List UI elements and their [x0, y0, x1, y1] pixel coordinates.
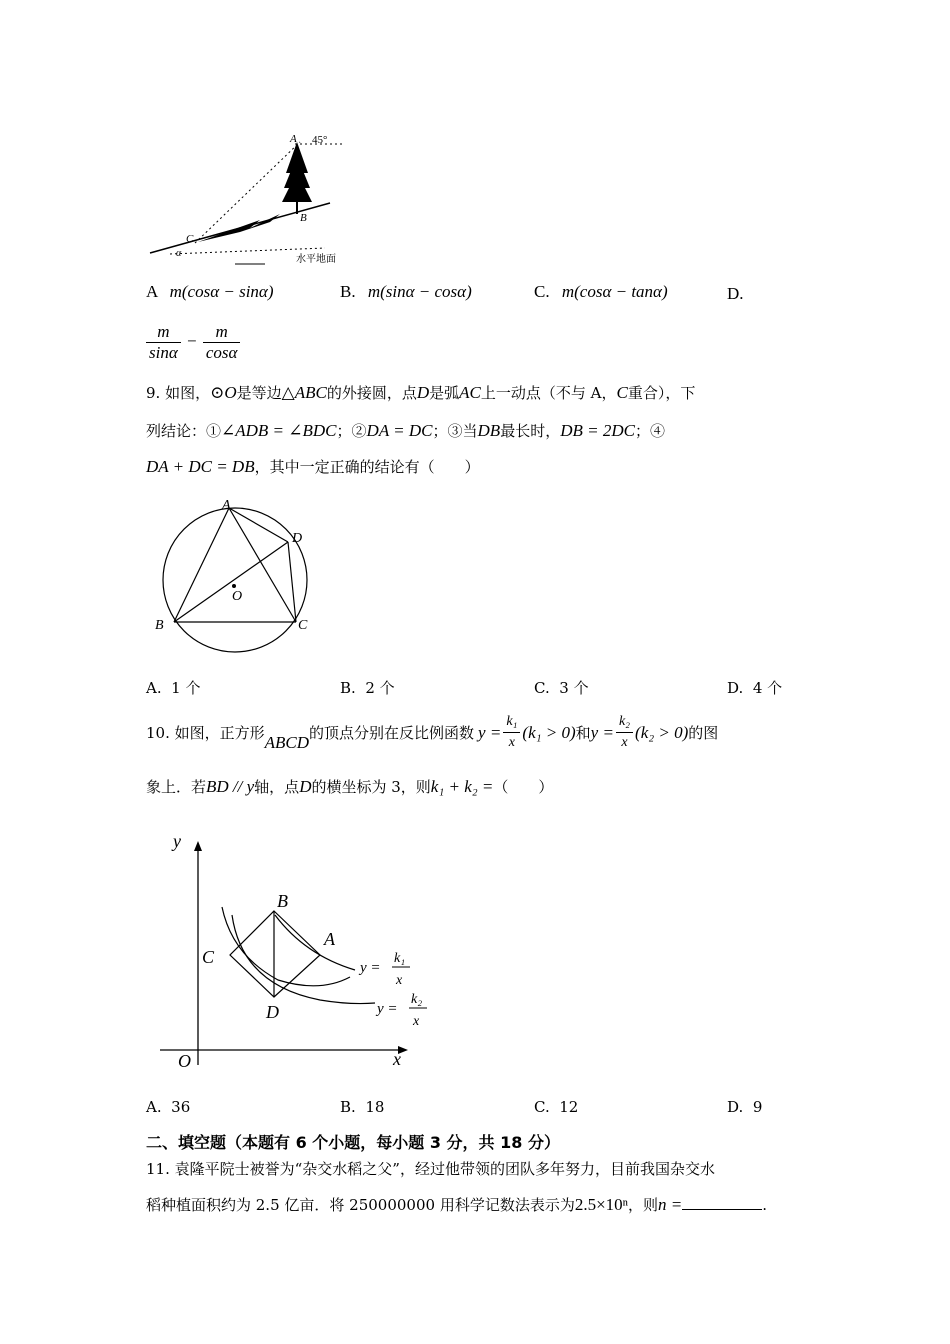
q10-graph-figure: [150, 825, 440, 1075]
q8-option-d-expr: $\frac{m}{\sin\alpha}$ − $\frac{m}{\cos\alpha}$: [144, 322, 242, 363]
q10-origin: O: [178, 1051, 191, 1071]
q8-option-a[interactable]: A m(cosα − sinα): [146, 282, 274, 301]
q9-circle-figure: [150, 494, 320, 664]
q10-option-d[interactable]: D. 9: [727, 1098, 763, 1116]
q9-line1: 9. 如图，⊙O是等边△ABC的外接圆，点D是弧AC上一动点（不与 A，C重合），下: [146, 383, 696, 402]
q9-label-O: O: [232, 589, 243, 604]
q9-label-C: C: [298, 618, 308, 633]
svg-text:x: x: [413, 1014, 420, 1029]
q8-option-d[interactable]: D.: [727, 284, 744, 303]
q9-label-B: B: [155, 618, 164, 633]
q9-line3: DA + DC = DB，其中一定正确的结论有（ ）: [146, 457, 480, 476]
svg-text:x: x: [396, 973, 403, 988]
tree-icon: [282, 142, 312, 214]
svg-text:k₂: k₂: [411, 992, 423, 1007]
q8-label-C: C: [186, 233, 194, 245]
q10-line2: 象上．若BD // y轴，点D的横坐标为 3，则k₁ + k₂ =（ ）: [146, 777, 554, 796]
q8-label-alpha: α: [176, 248, 182, 259]
q11-line2: 稻种植面积约为 2.5 亿亩．将 250000000 用科学记数法表示为2.5×10ⁿ，则n = .: [146, 1195, 768, 1214]
q10-axis-x: x: [393, 1049, 401, 1069]
q8-label-A: A: [290, 133, 297, 145]
q10-label-D: D: [266, 1002, 279, 1022]
q8-ground-label: 水平地面: [296, 254, 336, 265]
q10-axis-y: y: [173, 831, 181, 851]
q9-label-A: A: [222, 498, 231, 513]
q9-option-b[interactable]: B. 2 个: [340, 679, 395, 697]
svg-text:y =: y =: [360, 960, 381, 976]
q10-option-c[interactable]: C. 12: [534, 1098, 579, 1116]
q10-line1: 10. 如图，正方形 ABCD 的顶点分别在反比例函数 y = $\frac{\text{k₁}}{x}$ (k₁ > 0) 和 y = $\frac{\text{k₂}}{x}$ (k₂ > 0) 的图: [146, 714, 719, 752]
q8-option-b[interactable]: B. m(sinα − cosα): [340, 282, 472, 301]
q11-answer-blank[interactable]: [682, 1195, 762, 1210]
q10-label-B: B: [277, 891, 288, 911]
q10-label-A: A: [324, 929, 335, 949]
svg-text:y =: y =: [377, 1001, 398, 1017]
q9-line2: 列结论：①∠ADB = ∠BDC；②DA = DC；③当DB最长时，DB = 2DC；④: [146, 421, 665, 440]
q9-option-a[interactable]: A. 1 个: [146, 679, 201, 697]
q11-line1: 11. 袁隆平院士被誉为“杂交水稻之父”，经过他带领的团队多年努力，目前我国杂交水: [146, 1160, 715, 1178]
svg-text:k₁: k₁: [394, 951, 406, 966]
q10-label-C: C: [202, 947, 215, 967]
q10-option-b[interactable]: B. 18: [340, 1098, 385, 1116]
q8-label-B: B: [300, 212, 307, 224]
q8-option-c[interactable]: C. m(cosα − tanα): [534, 282, 668, 301]
q8-figure: [140, 128, 355, 268]
q9-option-d[interactable]: D. 4 个: [727, 679, 783, 697]
q9-label-D: D: [292, 531, 303, 546]
q10-option-a[interactable]: A. 36: [146, 1098, 191, 1116]
q8-angle-45: 45°: [312, 134, 328, 146]
section-2-title: 二、填空题（本题有 6 个小题，每小题 3 分，共 18 分）: [146, 1133, 560, 1152]
q9-option-c[interactable]: C. 3 个: [534, 679, 589, 697]
